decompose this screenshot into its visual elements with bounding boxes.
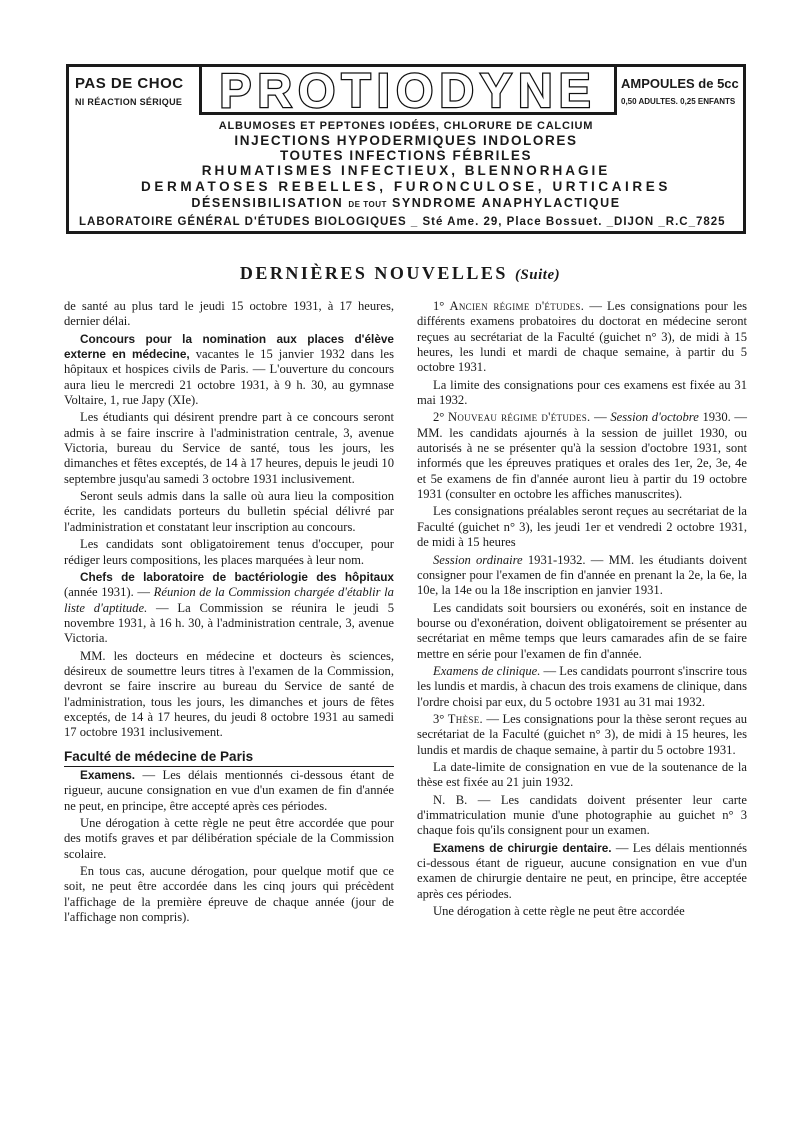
text-italic: Session ordinaire [433,552,523,567]
title-main: DERNIÈRES NOUVELLES [239,263,508,283]
text: 2° [433,410,448,425]
text: vacantes le 15 janvier 1932 dans les hôpitaux et hospices civils de Paris. — L'ouverture du concours aura lieu le mercredi 21 octobre 1931, à 9 h. 30, au gymnase Voltaire, 1, rue Japy (XIe). [64,347,394,408]
protiodyne-advertisement [66,64,746,234]
heading-concours: Concours pour la nomination aux places d'élève externe en médecine, [64,331,394,362]
paragraph-session-ordinaire [417,553,747,599]
ad-line-dermatoses: DERMATOSES REBELLES, FURONCULOSE, URTICAIRES [141,179,671,194]
paragraph-nouveau-regime [417,410,747,502]
ad-brand-name [199,65,617,118]
text: — La Commission se réunira le jeudi 5 novembre 1931, à 16 h. 30, à l'administration centrale, 3, avenue Victoria. [64,600,394,646]
text: — Les candidats pourront s'inscrire tous les lundis et mardis, à chacun des trois examens de clinique, dans l'ordre choisi par eux, du 5 octobre 1931 au 31 mai 1932. [417,663,747,709]
ad-desens-a: DÉSENSIBILISATION [191,196,344,210]
paragraph-clinique [417,664,747,710]
ad-line-composition: ALBUMOSES ET PEPTONES IODÉES, CHLORURE DE CALCIUM [218,120,594,132]
paragraph-nb: N. B. — Les candidats doivent présenter leur carte d'immatriculation munie d'une photographie au guichet n° 3 chaque fois qu'ils consignent pour un examen. [417,792,747,838]
ad-header-row [69,67,743,119]
text: 1930. — MM. les candidats ajournés à la session de juillet 1930, ou autorisés à ne se présenter qu'à la session d'octobre 1931, sont informés que les épreuves pratiques et orales des 1er, 2e, 3e, 4e et 5e examens de fin d'année auront lieu à partir du 19 octobre 1931 (consulter en octobre les affiches manuscrites). [417,410,748,502]
ad-desens-b: DE TOUT [348,200,387,209]
text-smallcaps: Ancien régime d'études. [449,299,585,313]
title-suite: (Suite) [514,267,561,283]
ad-left-box [75,75,199,109]
heading-chirurgie-dentaire: Examens de chirurgie dentaire. [433,840,612,855]
ad-line-infections: TOUTES INFECTIONS FÉBRILES [279,148,533,163]
text: (année 1931). — [64,585,154,600]
paragraph: de santé au plus tard le jeudi 15 octobre 1931, à 17 heures, dernier délai. [64,299,394,329]
text-italic: Session d'octobre [610,410,699,425]
paragraph-these [417,712,747,758]
ad-desens-c: SYNDROME ANAPHYLACTIQUE [391,196,621,210]
heading-examens: Examens. [80,767,136,782]
paragraph-concours [64,332,394,409]
ad-dosage: 0,50 ADULTES. 0,25 ENFANTS [621,97,736,106]
ad-line-rheumatism: RHUMATISMES INFECTIEUX, BLENNORHAGIE [201,163,611,178]
paragraph: Les étudiants qui désirent prendre part à ce concours seront admis à se faire inscrire à l'administration centrale, 3, avenue Victoria, bureau du Service de santé, tous les jours, les dimanches et fêtes exceptés, de 14 à 17 heures, depuis le jeudi 10 septembre jusqu'au samedi 3 octobre 1931 inclusivement. [64,410,394,486]
page-title [0,263,800,284]
paragraph: Les candidats sont obligatoirement tenus d'occuper, pour rédiger leurs compositions, les places marquées à leur nom. [64,537,394,567]
heading-chefs-laboratoire: Chefs de laboratoire de bactériologie des hôpitaux [80,569,394,584]
paragraph: La date-limite de consignation en vue de la soutenance de la thèse est fixée au 21 juin 1932. [417,759,747,790]
ad-line-desensitization [69,195,743,213]
paragraph: En tous cas, aucune dérogation, pour quelque motif que ce soit, ne peut être accordée dans les cinq jours qui précèdent l'affichage de la première épreuve de chaque année (jour de l'affichage non compris). [64,864,394,925]
section-heading-faculte: Faculté de médecine de Paris [64,749,394,767]
text: — [590,410,611,425]
ad-text-lines [69,119,743,234]
ad-right-box [621,75,743,109]
right-column [417,299,747,921]
paragraph: La limite des consignations pour ces examens est fixée au 31 mai 1932. [417,377,747,408]
paragraph: Une dérogation à cette règle ne peut être accordée que pour des motifs graves et par délibération spéciale de la Commission scolaire. [64,816,394,861]
paragraph: Une dérogation à cette règle ne peut être accordée [433,904,685,919]
ad-no-shock: PAS DE CHOC [75,75,184,92]
text-italic: Réunion de la Commission chargée d'établir la liste d'aptitude. [64,585,394,615]
ad-ampoules: AMPOULES de 5cc [621,76,739,91]
text: 1° [433,299,450,313]
paragraph: Les candidats soit boursiers ou exonérés, soit en instance de bourse ou d'exonération, doivent obligatoirement se présenter au secrétariat en même temps que leurs camarades afin de se faire mettre en série pour l'examen de fin d'année. [417,600,747,661]
text: 3° [433,711,448,726]
ad-brand-text: PROTIODYNE [219,65,597,118]
text-italic: Examens de clinique. [433,663,541,678]
text: — Les délais mentionnés ci-dessous étant de rigueur, aucune consignation en vue d'un examen de chirurgie dentaire ne peut, en principe, être acceptée après ces périodes. [417,840,747,901]
paragraph-ancien-regime [417,299,747,376]
text: — Les délais mentionnés ci-dessous étant de rigueur, aucune consignation en vue d'un examen de fin d'année ne peut, en principe, être accepté après ces périodes. [64,767,394,813]
paragraph: Les consignations préalables seront reçues au secrétariat de la Faculté (guichet n° 3), les jeudi 1er et vendredi 2 octobre 1931, de midi à 15 heures [417,504,747,550]
text-smallcaps: Thèse. [447,711,483,726]
paragraph-chirurgie-dentaire [417,841,747,902]
text: — Les consignations pour les différents examens probatoires du doctorat en médecine seront reçues au secrétariat de la Faculté (guichet n° 3), de midi à 15 heures, les lundi et mardi de chaque semaine, à partir du 5 octobre 1931. [417,299,747,375]
left-column [64,299,394,927]
paragraph: Seront seuls admis dans la salle où aura lieu la composition écrite, les candidats porteurs du bulletin spécial délivré par l'administration et constatant leur inscription au concours. [64,489,394,534]
text: 1931-1932. — MM. les étudiants doivent consigner pour l'examen de fin d'année en prenant la 2e, la 6e, la 10e, la 14e ou la 18e inscription en janvier 1931. [417,552,747,598]
ad-line-laboratory: LABORATOIRE GÉNÉRAL D'ÉTUDES BIOLOGIQUES _ Sté Ame. 29, Place Bossuet. _DIJON _R.C_7825 [69,213,743,234]
paragraph-examens [64,768,394,814]
ad-line-injections: INJECTIONS HYPODERMIQUES INDOLORES [234,133,578,148]
text: — Les consignations pour la thèse seront reçues au secrétariat de la Faculté (guichet n° 3), de midi à 15 heures, les lundis et mardis de chaque semaine, à partir du 5 octobre 1931. [417,711,747,757]
text-smallcaps: Nouveau régime d'études. [447,410,591,425]
paragraph: MM. les docteurs en médecine et docteurs ès sciences, désireux de soumettre leurs titres à l'examen de la Commission, devront se faire inscrire au bureau du Service de santé de l'administration, tous les jours, les dimanches et jours de fêtes exceptés, de 14 à 17 heures, du jeudi 8 octobre 1931 au samedi 17 octobre 1931 inclusivement. [64,648,394,740]
ad-no-reaction: NI RÉACTION SÉRIQUE [75,97,183,107]
paragraph-chefs-laboratoire [64,570,394,647]
